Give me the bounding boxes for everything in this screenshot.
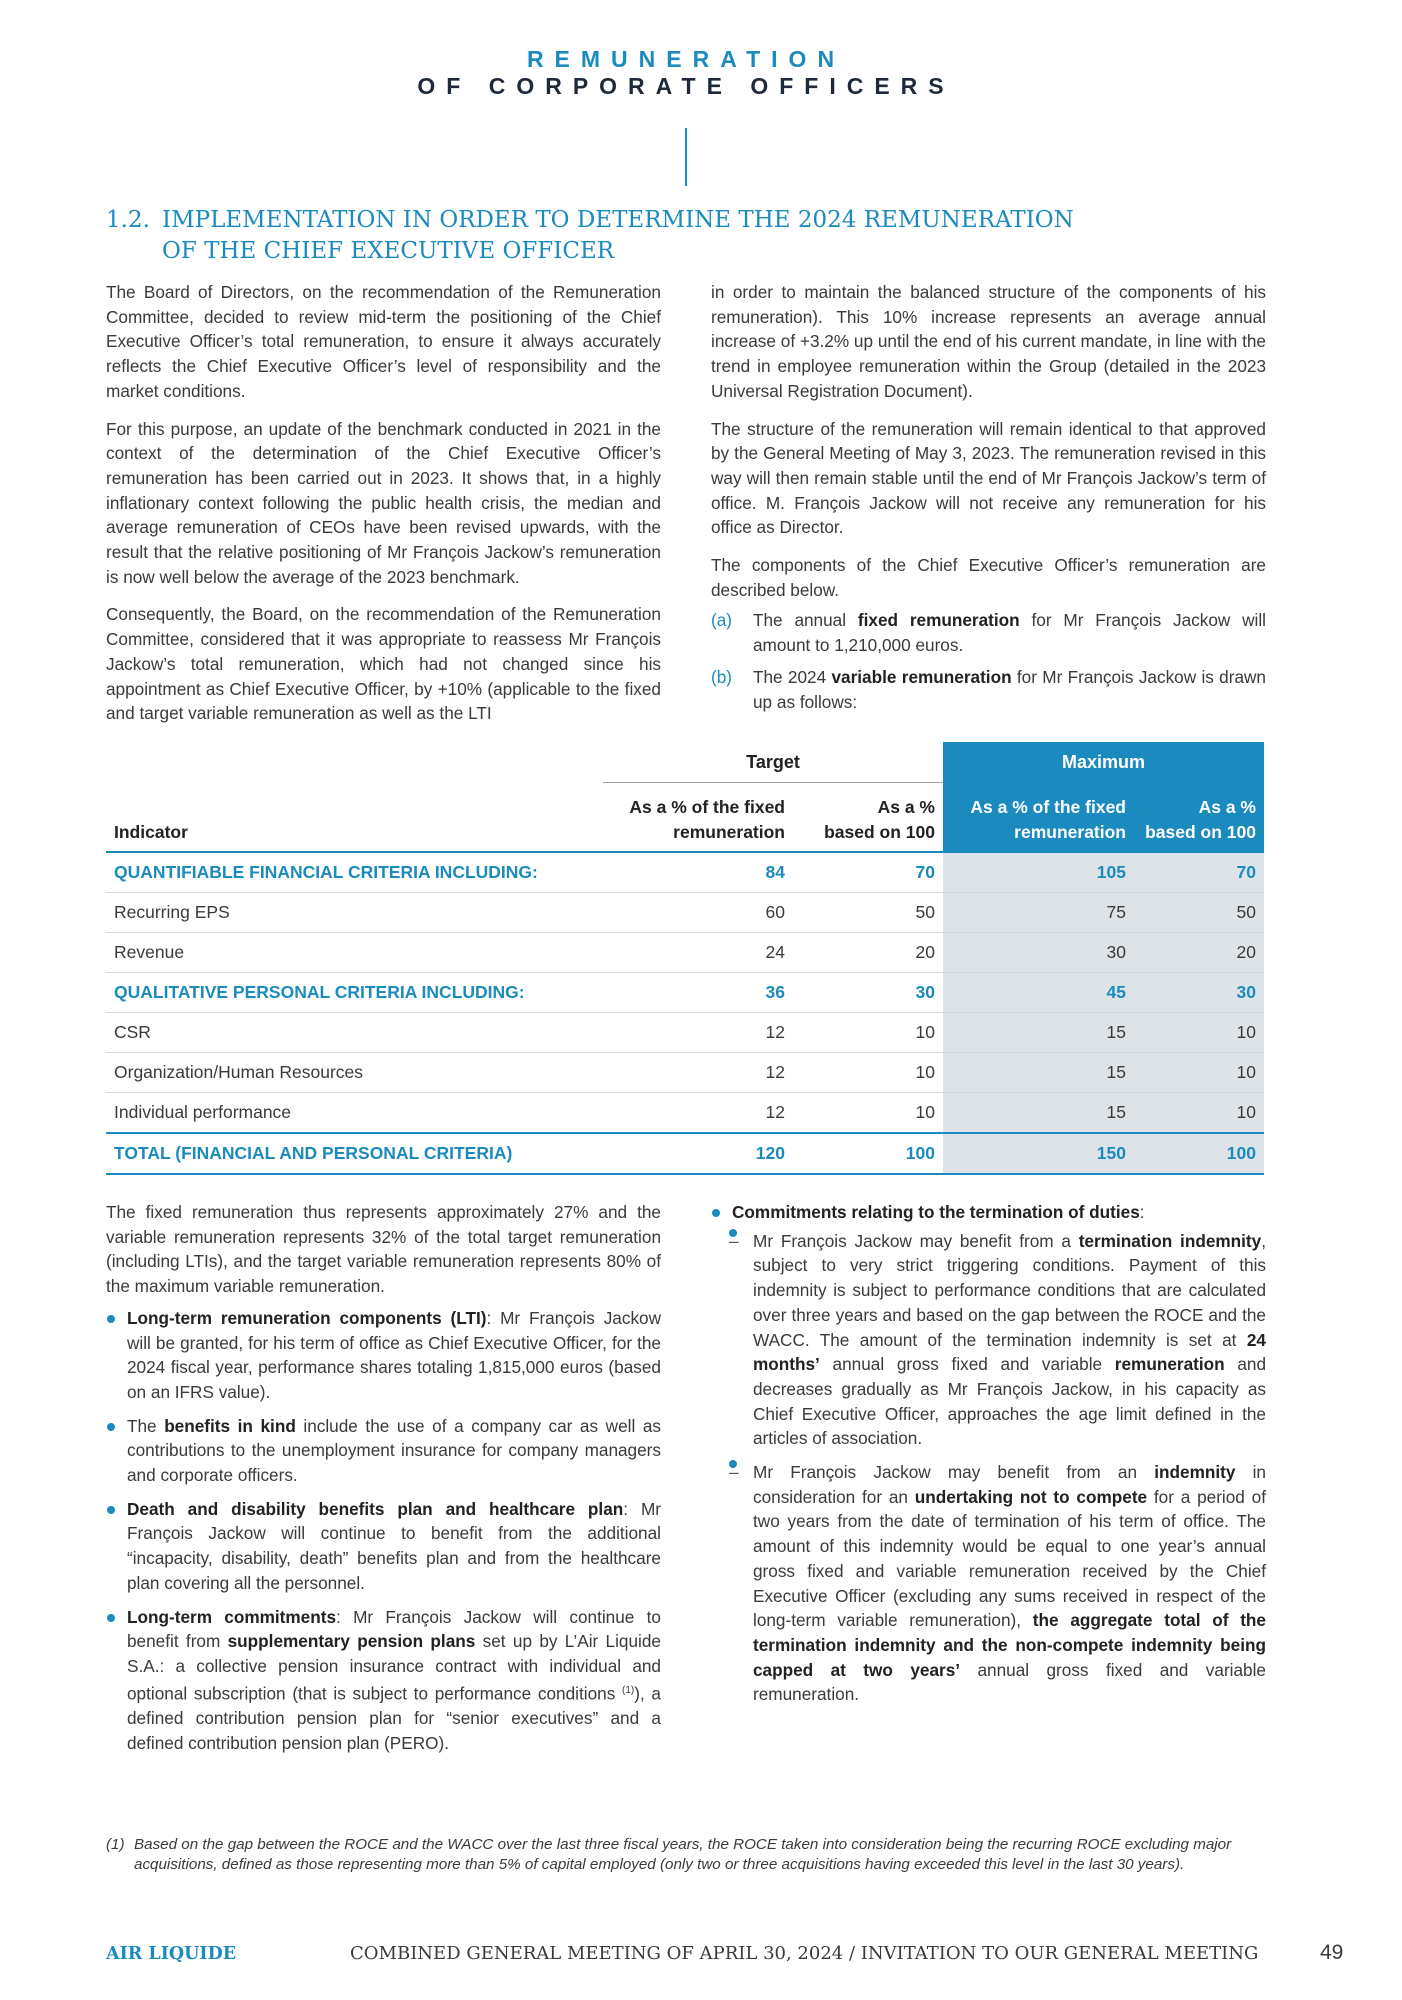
cell-target-base: 10	[793, 1093, 943, 1134]
cell-max-base: 30	[1134, 973, 1264, 1013]
cell-max-fixed: 15	[943, 1013, 1134, 1053]
header-title-line1: REMUNERATION	[526, 46, 846, 72]
list-item	[711, 608, 1266, 657]
intro-paragraph: The Board of Directors, on the recommendation of the Remuneration Committee, decided to review mid-term the positioning of the Chief Executive Officer’s total remuneration, to ensure it always accurately reflects the Chief Executive Officer’s level of responsibility and the market conditions.	[106, 282, 661, 401]
intro-paragraph: The structure of the remuneration will remain identical to that approved by the General Meeting of May 3, 2023. The remuneration revised in this way will then remain stable until the end of Mr François Jackow’s term of office. M. François Jackow will not receive any remuneration for his office as Director.	[711, 418, 1266, 538]
footnote-marker: (1)	[106, 1836, 125, 1853]
cell-max-base: 100	[1134, 1133, 1264, 1174]
termination-sublist	[711, 1229, 1266, 1707]
row-indicator: Individual performance	[106, 1093, 603, 1134]
header-text: As a %	[877, 797, 935, 817]
cell-max-base: 70	[1134, 852, 1264, 893]
header-text: remuneration	[1014, 822, 1126, 842]
section-number: 1.2.	[106, 207, 150, 233]
table-row	[106, 933, 1264, 973]
column-header-target-fixed	[603, 783, 793, 853]
cell-target-base: 10	[793, 1013, 943, 1053]
list-text: for Mr François Jackow will amount to 1,210,000 euros.	[753, 610, 1266, 656]
bullet-item	[106, 1306, 661, 1405]
footnote-text: Based on the gap between the ROCE and the WACC over the last three fiscal years, the ROCE taken into consideration being the recurring ROCE excluding major acquisitions, defined as those representing more than 5% of capital employed (only two or three acquisitions having exceeded this level in the last 30 years).	[134, 1836, 1232, 1873]
bullet-text: : Mr François Jackow will continue to benefit from	[127, 1606, 661, 1652]
bullet-text: : Mr François Jackow will continue to benefit from the additional “incapacity, disability, death” benefits plan and from the healthcare plan covering all the personnel.	[127, 1498, 661, 1593]
table-corner	[106, 742, 603, 783]
cell-max-fixed: 15	[943, 1093, 1134, 1134]
bullet-bold-text: Long-term remuneration components (LTI)	[127, 1307, 487, 1328]
cell-target-fixed: 12	[603, 1053, 793, 1093]
table-row	[106, 1053, 1264, 1093]
bullet-bold-text: supplementary pension plans	[227, 1631, 476, 1652]
sub-bold-text: undertaking not to compete	[914, 1486, 1148, 1507]
intro-paragraph: The components of the Chief Executive Officer’s remuneration are described below.	[711, 555, 1266, 600]
bullet-item	[711, 1200, 1266, 1707]
row-indicator: QUALITATIVE PERSONAL CRITERIA INCLUDING:	[106, 973, 603, 1013]
summary-paragraph: The fixed remuneration thus represents approximately 27% and the variable remuneration represents 32% of the total target remuneration (including LTIs), and the target variable remuneration represents 80% of the maximum variable remuneration.	[106, 1202, 661, 1297]
cell-target-base: 10	[793, 1053, 943, 1093]
remuneration-components-list	[711, 608, 1266, 714]
cell-target-fixed: 60	[603, 893, 793, 933]
row-indicator: TOTAL (FINANCIAL AND PERSONAL CRITERIA)	[106, 1133, 603, 1174]
bullet-bold-text: Long-term commitments	[127, 1606, 337, 1627]
list-item	[711, 665, 1266, 714]
variable-remuneration-table	[106, 742, 1264, 1175]
list-text: for Mr François Jackow is drawn up as follows:	[753, 666, 1266, 712]
table-row	[106, 1093, 1264, 1134]
cell-target-base: 70	[793, 852, 943, 893]
sub-item	[711, 1229, 1266, 1451]
sub-bold-text: termination indemnity	[1078, 1230, 1262, 1251]
cell-target-base: 30	[793, 973, 943, 1013]
column-header-target-base	[793, 783, 943, 853]
page-number: 49	[1320, 1941, 1344, 1964]
group-header-maximum: Maximum	[943, 742, 1264, 783]
header-text: based on 100	[824, 822, 935, 842]
list-label: (b)	[711, 666, 733, 687]
cell-target-base: 50	[793, 893, 943, 933]
list-text: The 2024	[753, 666, 832, 687]
intro-paragraph: in order to maintain the balanced structure of the components of his remuneration). This 10% increase represents an average annual increase of +3.2% up until the end of his current mandate, in line with the trend in employee remuneration within the Group (detailed in the 2023 Universal Registration Document).	[711, 282, 1266, 401]
bullet-text: :	[1139, 1202, 1145, 1222]
remuneration-bullets	[106, 1306, 661, 1756]
intro-paragraph: For this purpose, an update of the benchmark conducted in 2021 in the context of the determination of the Chief Executive Officer’s remuneration has been carried out in 2023. It shows that, in a highly inflationary context following the public health crisis, the median and average remuneration of CEOs have been revised upwards, with the result that the relative positioning of Mr François Jackow’s remuneration is now well below the average of the 2023 benchmark.	[106, 418, 661, 587]
bullet-text: ), a defined contribution pension plan for “senior executives” and a defined contribution pension plan (PERO).	[127, 1683, 661, 1753]
bullet-item	[106, 1605, 661, 1756]
sub-text: for a period of two years from the date of termination of his term of office. The amount of this indemnity would be equal to one year’s annual gross fixed and variable remuneration received by the Chief Executive Officer (excluding any sums received in respect of the long-term variable remuneration),	[753, 1486, 1266, 1631]
footnote-reference: (1)	[622, 1684, 635, 1696]
header-text: As a % of the fixed	[970, 797, 1126, 817]
header-text: remuneration	[673, 822, 785, 842]
column-header-max-base	[1134, 783, 1264, 853]
cell-max-base: 10	[1134, 1053, 1264, 1093]
row-indicator: Revenue	[106, 933, 603, 973]
header-text: based on 100	[1145, 822, 1256, 842]
cell-max-base: 20	[1134, 933, 1264, 973]
table-row	[106, 852, 1264, 893]
sub-item	[711, 1460, 1266, 1707]
sub-text: and decreases gradually as Mr François Jackow, in his capacity as Chief Executive Officer, approaches the age limit defined in the articles of association.	[753, 1354, 1267, 1449]
footer-text: COMBINED GENERAL MEETING OF APRIL 30, 2024 / INVITATION TO OUR GENERAL MEETING	[350, 1943, 1259, 1964]
header-text: As a % of the fixed	[629, 797, 785, 817]
bullet-bold-text: benefits in kind	[164, 1415, 296, 1436]
left-lower-column	[106, 1200, 661, 1765]
section-title-line1: IMPLEMENTATION IN ORDER TO DETERMINE THE 2024 REMUNERATION	[162, 207, 1074, 233]
right-intro-column	[711, 280, 1266, 722]
sub-bold-text: the aggregate total of the termination indemnity and the non-compete indemnity being capped at two years’	[753, 1610, 1266, 1680]
row-indicator: CSR	[106, 1013, 603, 1053]
cell-target-fixed: 120	[603, 1133, 793, 1174]
cell-target-fixed: 36	[603, 973, 793, 1013]
column-header-indicator: Indicator	[106, 783, 603, 853]
cell-max-fixed: 15	[943, 1053, 1134, 1093]
cell-target-fixed: 24	[603, 933, 793, 973]
section-heading	[106, 205, 1106, 267]
bullet-text: The	[127, 1415, 165, 1436]
termination-bullets	[711, 1200, 1266, 1707]
header-title-line2: OF CORPORATE OFFICERS	[417, 73, 955, 99]
bullet-item	[106, 1497, 661, 1596]
cell-max-base: 10	[1134, 1013, 1264, 1053]
cell-max-base: 50	[1134, 893, 1264, 933]
bullet-text: : Mr François Jackow will be granted, for his term of office as Chief Executive Officer, for the 2024 fiscal year, performance shares totaling 1,815,000 euros (based on an IFRS value).	[127, 1307, 662, 1402]
cell-max-fixed: 30	[943, 933, 1134, 973]
cell-max-base: 10	[1134, 1093, 1264, 1134]
sub-bold-text: remuneration	[1114, 1354, 1225, 1375]
table-total-row	[106, 1133, 1264, 1174]
footer-logo: AIR LIQUIDE	[106, 1944, 237, 1964]
table-row	[106, 893, 1264, 933]
row-indicator: Recurring EPS	[106, 893, 603, 933]
sub-text: annual gross fixed and variable	[819, 1354, 1115, 1375]
cell-target-fixed: 12	[603, 1013, 793, 1053]
row-indicator: Organization/Human Resources	[106, 1053, 603, 1093]
sub-text: in consideration for an	[753, 1462, 1266, 1507]
footnote	[106, 1835, 1264, 1875]
cell-target-fixed: 12	[603, 1093, 793, 1134]
cell-max-fixed: 150	[943, 1133, 1134, 1174]
cell-target-fixed: 84	[603, 852, 793, 893]
cell-max-fixed: 105	[943, 852, 1134, 893]
bullet-item	[106, 1414, 661, 1488]
table-row	[106, 1013, 1264, 1053]
sub-text: Mr François Jackow may benefit from a	[753, 1230, 1079, 1251]
cell-max-fixed: 45	[943, 973, 1134, 1013]
intro-paragraph: Consequently, the Board, on the recommendation of the Remuneration Committee, considered that it was appropriate to reassess Mr François Jackow’s total remuneration, which had not changed since his appointment as Chief Executive Officer, by +10% (applicable to the fixed and target variable remuneration as well as the LTI	[106, 604, 661, 724]
sub-text: annual gross fixed and variable remuneration.	[753, 1659, 1266, 1705]
list-bold-text: fixed remuneration	[857, 610, 1020, 631]
sub-text: Mr François Jackow may benefit from an	[753, 1462, 1155, 1483]
cell-max-fixed: 75	[943, 893, 1134, 933]
table-row	[106, 973, 1264, 1013]
sub-text: , subject to very strict triggering conditions. Payment of this indemnity is subject to performance conditions that are calculated over three years and based on the gap between the ROCE and the WACC. The amount of the termination indemnity is set at	[753, 1230, 1266, 1350]
sub-bold-text: 24 months’	[753, 1329, 1266, 1375]
bullet-heading: Commitments relating to the termination of duties	[732, 1202, 1140, 1222]
group-header-target: Target	[603, 742, 943, 783]
header-text: As a %	[1198, 797, 1256, 817]
bullet-text: include the use of a company car as well as contributions to the unemployment insurance for company managers and corporate officers.	[127, 1415, 661, 1486]
left-intro-column	[106, 280, 661, 739]
bullet-text: set up by L’Air Liquide S.A.: a collective pension insurance contract with individual and optional subscription (that is subject to performance conditions	[127, 1631, 661, 1704]
cell-target-base: 100	[793, 1133, 943, 1174]
header-divider	[685, 128, 687, 186]
list-bold-text: variable remuneration	[831, 666, 1012, 687]
list-label: (a)	[711, 610, 733, 631]
list-text: The annual	[753, 610, 858, 631]
column-header-max-fixed	[943, 783, 1134, 853]
right-lower-column	[711, 1200, 1266, 1716]
sub-bold-text: indemnity	[1154, 1462, 1236, 1483]
bullet-bold-text: Death and disability benefits plan and healthcare plan	[127, 1498, 624, 1519]
section-title-line2: OF THE CHIEF EXECUTIVE OFFICER	[162, 238, 615, 264]
row-indicator: QUANTIFIABLE FINANCIAL CRITERIA INCLUDING:	[106, 852, 603, 893]
cell-target-base: 20	[793, 933, 943, 973]
